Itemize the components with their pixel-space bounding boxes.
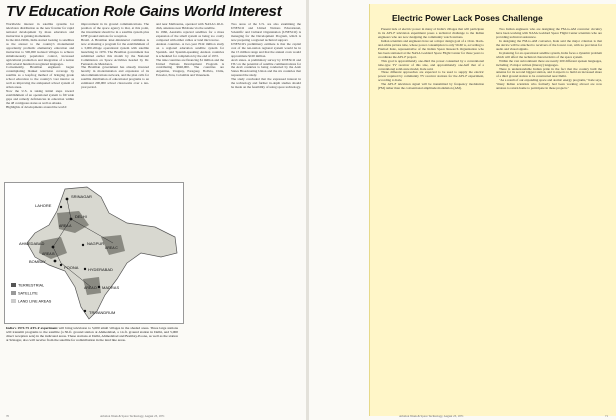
- headline: TV Education Role Gains World Interest: [6, 3, 282, 20]
- sidebar-column-2: [496, 28, 602, 408]
- sidebar-paragraph: In designing the FM-to-AM converter, Kale said the major criterion is that the device will be attached to receivers of the lowest cost, with no provision for audio and visual signals.: [496, 38, 602, 51]
- map-area-label: AREA B: [42, 252, 55, 256]
- legend-label: TERRESTRIAL: [18, 283, 45, 288]
- sidebar-paragraph: In planning for an operational satellite system, India faces a dynamic problem which will affect the technical characteristics of the space system.: [496, 50, 602, 59]
- sidebar-paragraph: This goal is approximately one-third the power consumed by a conventional tube-type TV receiver of this size, and approximately one-half that of a conventional solid-state model, Kale said.: [378, 58, 484, 71]
- map-label: LAHORE: [35, 203, 52, 208]
- right-page-number: 71: [605, 414, 608, 418]
- article-paragraph: improvement in its ground communications. The position of the space agency is that, at this point, the investment should be in a satellite system plus UHF ground stations for reception.: [81, 23, 149, 38]
- article-paragraph: Brazil. A Brazilian inter-ministerial committee is now evaluating a program for the establishment of a 3,000-village operational system with satellite launching in 1976. The Brazilian government has submitted earlier this month by the National Commission on Space Activities headed by Dr. Fernando de Mendonca.: [81, 37, 149, 66]
- article-paragraph: and near Melbourne, operated with NASA's 40-ft. dish, antennas near Brisbane via the satellite.: [156, 23, 224, 30]
- map-label: AHMEDABAD: [19, 241, 45, 246]
- city-marker-madras: [98, 286, 100, 288]
- sidebar-title: Electric Power Lack Poses Challenge: [392, 13, 543, 23]
- article-column-1: [6, 23, 74, 178]
- map-label: MADRAS: [102, 285, 120, 290]
- city-marker-ahmedabad: [52, 246, 55, 249]
- india-map: [5, 183, 183, 323]
- map-label: TRIVANDRUM: [89, 310, 116, 315]
- map-caption: [6, 326, 178, 342]
- caption-lead: India's 1974-75 ATS-F experiment: [6, 326, 58, 330]
- caption-body: will bring television to 5,000 small villages in the shaded areas. Three large stations will transmit programs to the satellite (a 30-ft. ground station at Ahmedabad, a 14-ft. ground station in Delhi, and 5,000 direct reception sets) in the indicated areas. These stations at Delhi, Ahmedabad and Bombay-Poona, as well as the station at Srinagar, also will receive from the satellite for redistribution in the land line areas.: [6, 326, 179, 343]
- city-marker-poona: [60, 264, 62, 266]
- map-area-label: AREA C: [105, 246, 118, 250]
- sidebar-paragraph: Present lack of electric power in many of India's villages that will participate in its ATS-F television experiment poses a technical challenge to the Indian engineers who are now designing the community watch stations.: [378, 28, 484, 39]
- article-paragraph: In the mid-1960s, India started looking to satellites as the answer to the country's monumental opportunity problem: elementary education and instruction to 500,000 isolated villages to achieve simultaneously population control, increased agricultural production and integration of a nation with several hundred recognized languages.: [6, 37, 74, 66]
- map-label: POONA: [64, 265, 79, 270]
- map-label: SRINAGAR: [71, 194, 92, 199]
- map-label: NAGPUR: [87, 241, 105, 246]
- left-page-publication: Aviation Week & Space Technology, August 23, 1971: [100, 414, 165, 418]
- legend-swatch-satellite: [11, 291, 16, 295]
- article-paragraph: The study concluded that the expressed interest in the technology and further in-depth studies should be made on the feasibility of using space technology.: [231, 77, 301, 90]
- article-column-4: [231, 23, 301, 413]
- article-paragraph: Arab states. A preliminary survey by UNESCO and ITU on the potential of satellite communications for the Arab countries is being conducted by the Arab States Broadcasting Union and the six countries that requested the study.: [231, 57, 301, 78]
- legend-label: SATELLITE: [18, 291, 38, 296]
- right-page-publication: Aviation Week & Space Technology, August 23, 1971: [399, 414, 464, 418]
- article-column-2: [81, 23, 149, 178]
- sidebar-box: [369, 4, 616, 416]
- left-page: [0, 0, 306, 420]
- article-paragraph: Two areas of the U.S. are also examining the UNESCO and United Nations Educational, Scientific and Cultural Organization (UNESCO) is managing for the Development Program, which is now preparing a regional technical support.: [231, 23, 301, 42]
- sidebar-paragraph: Within the vast subcontinent there are nearly 200 different spoken languages, including 15 major written (literary) languages.: [496, 58, 602, 67]
- india-map-figure: [4, 182, 184, 324]
- map-label: DELHI: [75, 214, 87, 219]
- article-paragraph: Now the U.S. is taking initial steps toward establishment of an operational system to fill wide gaps and remedy deficiencies in education within the 48 contiguous states as well as Alaska.: [6, 89, 74, 106]
- sidebar-paragraph: Indian scientists and engineers have set a major design goal of a 10-in. black-and-white picture tube, whose power consumption is only 50-60 w, according to Pramod Kale, representative of the Indian Space Research Organization who has been stationed at the NASA Goddard Space Flight Center for three years to coordinate the ATS-F project.: [378, 38, 484, 59]
- article-paragraph: Highlights of developments around the world:: [6, 105, 67, 110]
- city-marker-srinagar: [66, 198, 69, 201]
- city-marker-trivandrum: [84, 310, 86, 312]
- city-marker-bombay: [54, 260, 57, 263]
- map-label: HYDERABAD: [88, 267, 113, 272]
- left-page-number: 70: [6, 414, 9, 418]
- article-paragraph: The Brazilian government has already invested heavily in modernization and expansion of its telecommunications network, and the plan calls for satellite distribution of educational programs to an estimated 200,000 school classrooms over a ten-year period.: [81, 65, 149, 90]
- sidebar-paragraph: There is understandable Indian pride in the fact that the country built the antenna for its second biggest station, and it expects to build an increased share of a third ground station to be constructed near Delhi.: [496, 66, 602, 79]
- legend-swatch-land-line: [11, 299, 16, 303]
- legend-swatch-terrestrial: [11, 283, 16, 287]
- map-area-label: AREA A: [59, 224, 72, 228]
- article-paragraph: Worldwide interest in satellite systems for television distribution as the new frontier for rapid national development by mass education and instruction is gaining momentum.: [6, 23, 74, 38]
- right-page: [309, 0, 616, 420]
- sidebar-column-1: [378, 28, 484, 408]
- article-paragraph: Conveniently, Brazilian engineers began contemplating blanket television coverage by satellite as a leapfrog method of bringing grade school education to the country's vast interior as well as improving the antiquated school system of urban areas.: [6, 65, 74, 90]
- map-area-label: AREA D: [84, 286, 97, 290]
- article-paragraph: Andean countries. A two-year ELR million study on a regional education satellite system for Spanish- and Spanish-speaking Andean countries is scheduled for completion by the end of 1972.: [156, 41, 224, 58]
- article-column-5: [313, 8, 365, 412]
- sidebar-paragraph: Three different approaches are expected to be used to supply the electric power required by community TV receiver stations for the ATS-F experiment, according to Kale.: [378, 70, 484, 83]
- city-marker-hyderabad: [84, 268, 86, 270]
- article-paragraph: UNESCO's preliminary estimate is that the capital cost of the ten-nation regional system would be in the 15 million range and that the annual costs would approximate $100 million.: [231, 41, 301, 58]
- article-paragraph: The nine countries are financing $1 million and the United Nations Development Program is contributing $940,000. The countries are Argentina, Uruguay, Paraguay, Bolivia, Chile, Ecuador, Peru, Colombia and Venezuela.: [156, 57, 224, 78]
- city-marker-delhi: [70, 218, 73, 221]
- map-label: BOMBAY: [29, 259, 46, 264]
- sidebar-paragraph: "As a result of our expanding space and atomic energy programs," Kale says, "many Indian scientists who formerly had been working abroad are now anxious to return home to participate in these projects.": [496, 78, 602, 91]
- article-paragraph: In 1966, Australia rejected satellites for a mass expansion of the small system as being too costly compared with either cables or land microwave.: [156, 29, 224, 42]
- legend-label: LAND LINE AREAS: [18, 299, 52, 304]
- sidebar-paragraph: The ATS-F television signal will be transmitted by frequency modulation (FM) rather than the conventional amplitude modulation (AM).: [378, 82, 484, 91]
- city-marker-lahore: [60, 206, 62, 208]
- city-marker-nagpur: [82, 244, 84, 246]
- sidebar-paragraph: Two Indian engineers who are designing the FM-to-AM converter circuitry have been working with NASA Goddard Space Flight Center scientists who are providing technical assistance.: [496, 28, 602, 39]
- map-legend: [11, 283, 52, 304]
